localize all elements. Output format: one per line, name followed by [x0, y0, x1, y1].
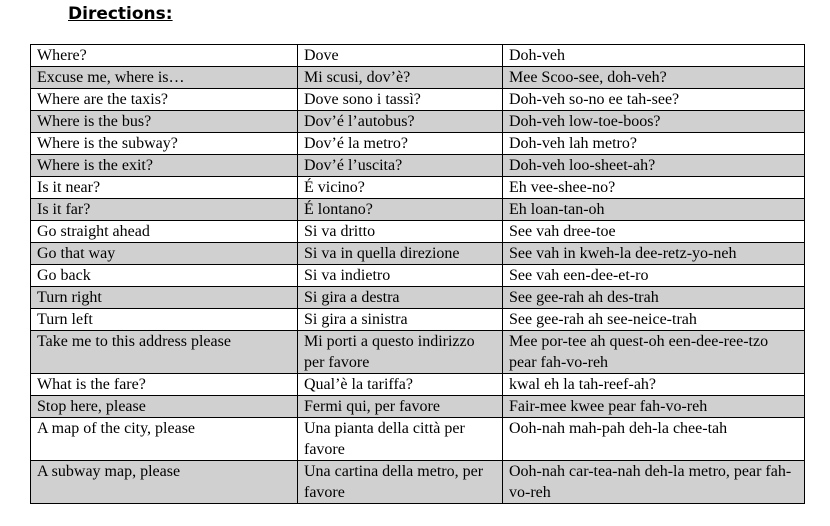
- english-phrase-cell: Turn left: [31, 309, 298, 331]
- italian-phrase-cell: Dov’é la metro?: [298, 133, 503, 155]
- italian-phrase-cell: Una pianta della città per favore: [298, 418, 503, 461]
- pronunciation-cell: Fair-mee kwee pear fah-vo-reh: [503, 396, 805, 418]
- section-heading: Directions:: [68, 4, 173, 24]
- italian-phrase-cell: Una cartina della metro, per favore: [298, 461, 503, 504]
- table-row: [31, 418, 805, 461]
- english-phrase-cell: Where is the exit?: [31, 155, 298, 177]
- english-phrase-cell: Is it near?: [31, 177, 298, 199]
- english-phrase-cell: Go back: [31, 265, 298, 287]
- table-row: [31, 177, 805, 199]
- pronunciation-cell: Doh-veh: [503, 45, 805, 67]
- table-row: [31, 45, 805, 67]
- italian-phrase-cell: Dov’é l’uscita?: [298, 155, 503, 177]
- pronunciation-cell: Doh-veh lah metro?: [503, 133, 805, 155]
- table-row: [31, 155, 805, 177]
- pronunciation-cell: Eh loan-tan-oh: [503, 199, 805, 221]
- english-phrase-cell: Stop here, please: [31, 396, 298, 418]
- table-row: [31, 111, 805, 133]
- table-row: [31, 461, 805, 504]
- italian-phrase-cell: Dove sono i tassì?: [298, 89, 503, 111]
- italian-phrase-cell: Si gira a sinistra: [298, 309, 503, 331]
- english-phrase-cell: Take me to this address please: [31, 331, 298, 374]
- english-phrase-cell: Go that way: [31, 243, 298, 265]
- table-row: [31, 221, 805, 243]
- table-row: [31, 133, 805, 155]
- pronunciation-cell: Eh vee-shee-no?: [503, 177, 805, 199]
- phrase-table-body: [31, 45, 805, 504]
- english-phrase-cell: A map of the city, please: [31, 418, 298, 461]
- pronunciation-cell: See gee-rah ah des-trah: [503, 287, 805, 309]
- italian-phrase-cell: Si gira a destra: [298, 287, 503, 309]
- pronunciation-cell: Mee por-tee ah quest-oh een-dee-ree-tzo pear fah-vo-reh: [503, 331, 805, 374]
- pronunciation-cell: Doh-veh so-no ee tah-see?: [503, 89, 805, 111]
- italian-phrase-cell: É lontano?: [298, 199, 503, 221]
- english-phrase-cell: Excuse me, where is…: [31, 67, 298, 89]
- italian-phrase-cell: Mi scusi, dov’è?: [298, 67, 503, 89]
- english-phrase-cell: Is it far?: [31, 199, 298, 221]
- italian-phrase-cell: Fermi qui, per favore: [298, 396, 503, 418]
- english-phrase-cell: What is the fare?: [31, 374, 298, 396]
- table-row: [31, 331, 805, 374]
- pronunciation-cell: Doh-veh loo-sheet-ah?: [503, 155, 805, 177]
- table-row: [31, 89, 805, 111]
- italian-phrase-cell: Si va dritto: [298, 221, 503, 243]
- italian-phrase-cell: É vicino?: [298, 177, 503, 199]
- italian-phrase-cell: Si va in quella direzione: [298, 243, 503, 265]
- italian-phrase-cell: Qual’è la tariffa?: [298, 374, 503, 396]
- english-phrase-cell: Where?: [31, 45, 298, 67]
- italian-phrase-cell: Si va indietro: [298, 265, 503, 287]
- phrase-table: [30, 44, 805, 504]
- italian-phrase-cell: Dov’é l’autobus?: [298, 111, 503, 133]
- english-phrase-cell: Where are the taxis?: [31, 89, 298, 111]
- pronunciation-cell: kwal eh la tah-reef-ah?: [503, 374, 805, 396]
- table-row: [31, 309, 805, 331]
- italian-phrase-cell: Dove: [298, 45, 503, 67]
- pronunciation-cell: Ooh-nah car-tea-nah deh-la metro, pear fah-vo-reh: [503, 461, 805, 504]
- english-phrase-cell: Go straight ahead: [31, 221, 298, 243]
- english-phrase-cell: Where is the subway?: [31, 133, 298, 155]
- table-row: [31, 67, 805, 89]
- table-row: [31, 287, 805, 309]
- table-row: [31, 243, 805, 265]
- table-row: [31, 199, 805, 221]
- pronunciation-cell: See vah dree-toe: [503, 221, 805, 243]
- italian-phrase-cell: Mi porti a questo indirizzo per favore: [298, 331, 503, 374]
- english-phrase-cell: Where is the bus?: [31, 111, 298, 133]
- english-phrase-cell: Turn right: [31, 287, 298, 309]
- pronunciation-cell: Ooh-nah mah-pah deh-la chee-tah: [503, 418, 805, 461]
- table-row: [31, 265, 805, 287]
- pronunciation-cell: Mee Scoo-see, doh-veh?: [503, 67, 805, 89]
- pronunciation-cell: Doh-veh low-toe-boos?: [503, 111, 805, 133]
- pronunciation-cell: See gee-rah ah see-neice-trah: [503, 309, 805, 331]
- table-row: [31, 374, 805, 396]
- pronunciation-cell: See vah in kweh-la dee-retz-yo-neh: [503, 243, 805, 265]
- pronunciation-cell: See vah een-dee-et-ro: [503, 265, 805, 287]
- table-row: [31, 396, 805, 418]
- english-phrase-cell: A subway map, please: [31, 461, 298, 504]
